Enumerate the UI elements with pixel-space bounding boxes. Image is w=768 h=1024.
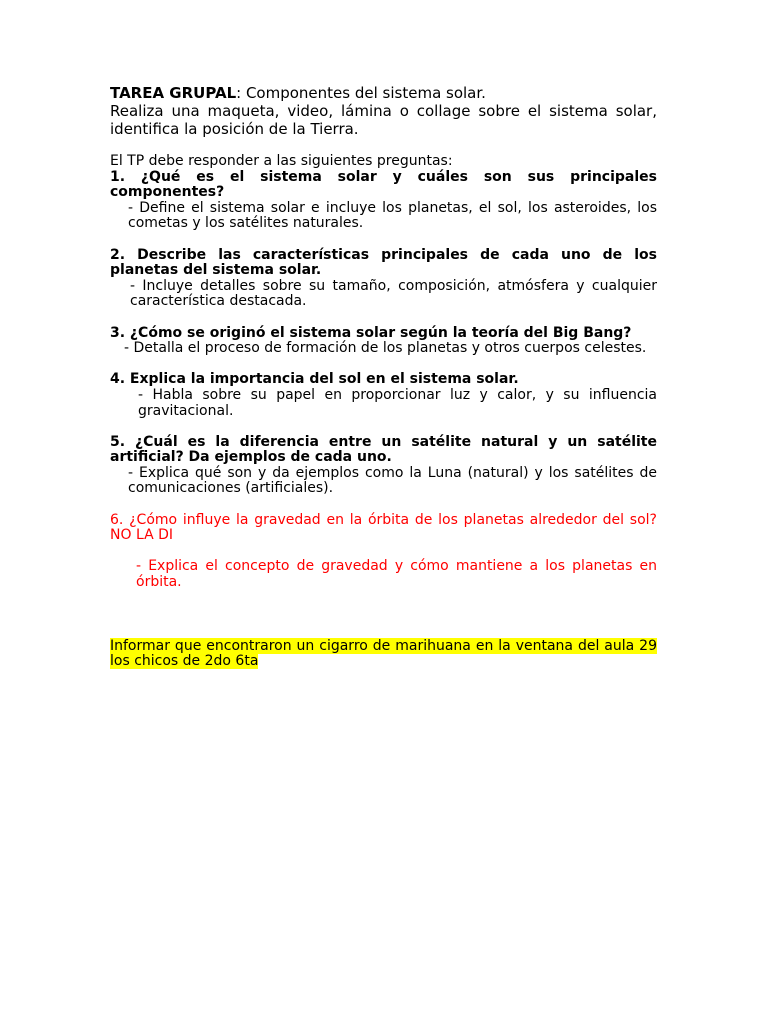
question-5-detail: - Explica qué son y da ejemplos como la Luna (natural) y los satélites de comunicaciones (artificiales). [128,464,657,497]
assignment-title-rest: : Componentes del sistema solar. [236,84,486,102]
document-body [110,84,657,670]
assignment-title-bold: TAREA GRUPAL [110,84,237,102]
questions-lead: El TP debe responder a las siguientes preguntas: [110,153,453,169]
question-2: 2. Describe las características principales de cada uno de los planetas del sistema solar. [110,246,657,279]
question-5: 5. ¿Cuál es la diferencia entre un satélite natural y un satélite artificial? Da ejemplos de cada uno. [110,433,657,466]
question-4-detail: - Habla sobre su papel en proporcionar luz y calor, y su influencia gravitacional. [138,386,657,419]
assignment-title [110,84,657,102]
assignment-intro: Realiza una maqueta, video, lámina o collage sobre el sistema solar, identifica la posición de la Tierra. [110,102,657,138]
question-2-detail: - Incluye detalles sobre su tamaño, composición, atmósfera y cualquier característica destacada. [130,277,657,310]
notice-paragraph [110,639,657,670]
highlighted-notice: Informar que encontraron un cigarro de marihuana en la ventana del aula 29 los chicos de 2do 6ta [110,637,657,670]
question-3: 3. ¿Cómo se originó el sistema solar según la teoría del Big Bang? [110,324,632,341]
question-6-detail: - Explica el concepto de gravedad y cómo mantiene a los planetas en órbita. [136,558,657,591]
question-4: 4. Explica la importancia del sol en el sistema solar. [110,371,519,388]
question-6: 6. ¿Cómo influye la gravedad en la órbita de los planetas alrededor del sol? NO LA DI [110,511,657,544]
question-3-detail: - Detalla el proceso de formación de los planetas y otros cuerpos celestes. [124,340,647,357]
question-1-detail: - Define el sistema solar e incluye los planetas, el sol, los asteroides, los cometas y los satélites naturales. [128,199,657,232]
question-1: 1. ¿Qué es el sistema solar y cuáles son sus principales componentes? [110,168,657,201]
